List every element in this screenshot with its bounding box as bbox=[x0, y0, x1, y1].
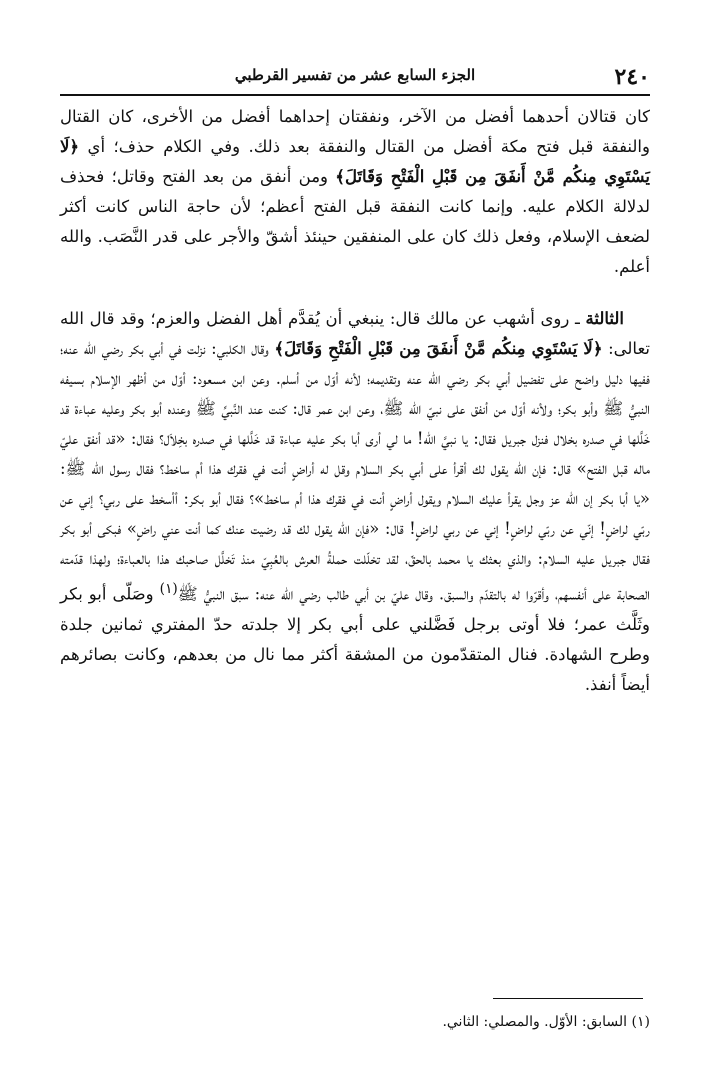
text-run: كان قتالان أحدهما أفضل من الآخر، ونفقتان إحداهما أفضل من الأخرى، كان القتال والنفقة قبل فتح مكة أفضل من القتال والنفقة بعد ذلك. وفي الكلام حذف؛ أي bbox=[60, 107, 650, 156]
footnote-text: السابق: الأوّل. والمصلي: الثاني. bbox=[442, 1014, 628, 1030]
paragraph-1 bbox=[60, 102, 650, 282]
page-number: ٢٤٠ bbox=[614, 64, 650, 90]
running-title: الجزء السابع عشر من تفسير القرطبي bbox=[234, 66, 476, 84]
section-lead: الثالثة bbox=[585, 309, 624, 328]
footnote-ref: (١) bbox=[159, 581, 178, 597]
footnote bbox=[60, 1012, 650, 1032]
page-header bbox=[60, 60, 650, 96]
text-run: ـ روى أشهب عن مالك قال: ينبغي أن يُقدَّم أهل الفضل والعزم؛ وقد قال الله تعالى: bbox=[60, 309, 651, 358]
text-run: وصَلّى أبو بكر وثَلَّث عمر؛ فلا أوتى برجل فَضَّلني على أبي بكر إلا جلدته حدّ المفتري ثمانين جلدة وطرح الشهادة. فنال المتقدّمون من المشقة أكثر مما نال من بعدهم، وكانت بصائرهم أيضاً أنفذ. bbox=[60, 584, 650, 694]
main-text bbox=[60, 102, 650, 700]
quran-verse: ﴿لَا يَسْتَوِي مِنكُم مَّنْ أَنفَقَ مِن قَبْلِ الْفَتْحِ وَقَاتَلَ﴾ bbox=[60, 137, 650, 186]
quran-verse: ﴿لَا يَسْتَوِي مِنكُم مَّنْ أَنفَقَ مِن قَبْلِ الْفَتْحِ وَقَاتَلَ﴾ bbox=[274, 339, 603, 358]
text-run: وقال الكلبي: نزلت في أبي بكر رضي الله عنه؛ ففيها دليل واضح على تفضيل أبي بكر رضي الله عنه وتقديمه؛ لأنه أوّل من أسلم. وعن ابن مسعود: أوّل من أظهر الإسلام بسيفه النبيُّ ﷺ وأبو بكر؛ ولأنه أوّل من أنفق على نبيّ الله ﷺ، وعن ابن عمر قال: كنت عند النَّبيِّ ﷺ وعنده أبو بكر وعليه عباءة قد خَلَّلها في صدره بخلال فنزل جبريل فقال: يا نبيَّ الله! ما لي أرى أبا بكر عليه عباءة قد خَلَّلها في صدره بخِلاَل؟ فقال: «قد أنفق عليّ ماله قبل الفتح» قال: فإن الله يقول لك أقرأ على أبي بكر السلام وقل له أراضٍ أنت في فقرك هذا أم ساخط؟ فقال رسول الله ﷺ: «يا أبا بكر إن الله عز وجل يقرأ عليك السلام ويقول أراضٍ أنت في فقرك هذا أم ساخط»؟ فقال أبو بكر: أأسخط على ربي؟ إني عن ربّي لراضٍ! إنّي عن ربّي لراضٍ! إني عن ربي لراضٍ! قال: «فإن الله يقول لك قد رضيت عنك كما أنت عني راضٍ» فبكى أبو بكر فقال جبريل عليه السلام: والذي بعثك يا محمد بالحقّ، لقد تخلّلت حملةُ العرش بالعُبِيّ منذ تَخلَّل صاحبك هذا بالعباءة؛ ولهذا قدّمته الصحابة على أنفسهم، وأقرّوا له بالتقدّم والسبق. وقال عليّ بن أبي طالب رضي الله عنه: سبق النبيُّ ﷺ bbox=[60, 339, 651, 604]
footnote-divider bbox=[493, 998, 643, 999]
text-run: ومن أنفق من بعد الفتح وقاتل؛ فحذف لدلالة الكلام عليه. وإنما كانت النفقة قبل الفتح أعظم؛ لأن حاجة الناس كانت أكثر لضعف الإسلام، وفعل ذلك كان على المنفقين حينئذ أشقّ والأجر على قدر النَّصَب. والله أعلم. bbox=[60, 167, 650, 276]
paragraph-2 bbox=[60, 304, 650, 700]
footnote-marker: (١) bbox=[631, 1014, 650, 1030]
